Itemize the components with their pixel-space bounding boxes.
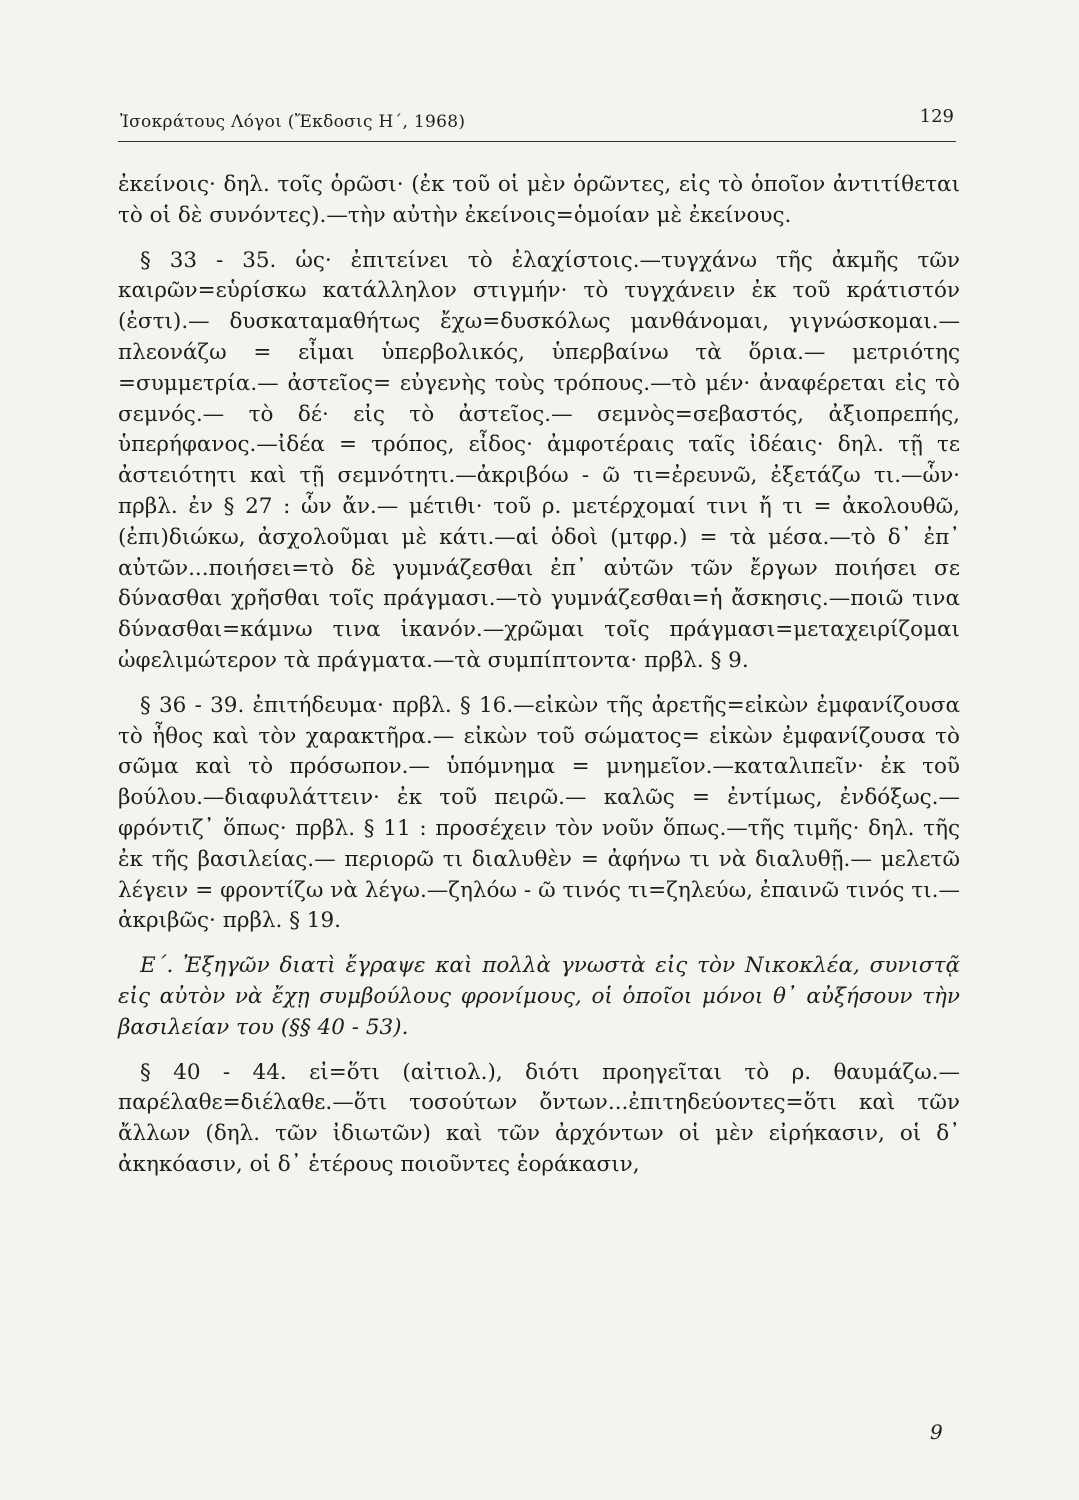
paragraph-5: § 40 - 44. εἰ=ὅτι (αἰτιολ.), διότι προηγεῖται τὸ ρ. θαυμάζω.— παρέλαθε=διέλαθε.—ὅτι τοσούτων ὄντων...ἐπιτηδεύοντες=ὅτι καὶ τῶν ἄλλων (δηλ. τῶν ἰδιωτῶν) καὶ τῶν ἀρχόντων οἱ μὲν εἰρήκασιν, οἱ δ᾽ ἀκηκόασιν, οἱ δ᾽ ἑτέρους ποιοῦντες ἑοράκασιν,: [118, 1059, 960, 1177]
body-text: [118, 170, 960, 1181]
header-rule: [118, 141, 956, 142]
paragraph-2: § 33 - 35. ὡς· ἐπιτείνει τὸ ἐλαχίστοις.—τυγχάνω τῆς ἀκμῆς τῶν καιρῶν=εὑρίσκω κατάλληλον στιγμήν· τὸ τυγχάνειν ἐκ τοῦ κράτιστόν (ἐστι).— δυσκαταμαθήτως ἔχω=δυσκόλως μανθάνομαι, γιγνώσκομαι.— πλεονάζω = εἶμαι ὑπερβολικός, ὑπερβαίνω τὰ ὅρια.— μετριότης =συμμετρία.— ἀστεῖος= εὐγενὴς τοὺς τρόπους.—τὸ μέν· ἀναφέρεται εἰς τὸ σεμνός.— τὸ δέ· εἰς τὸ ἀστεῖος.— σεμνὸς=σεβαστός, ἀξιοπρεπής, ὑπερήφανος.—ἰδέα = τρόπος, εἶδος· ἀμφοτέραις ταῖς ἰδέαις· δηλ. τῇ τε ἀστειότητι καὶ τῇ σεμνότητι.—ἀκριβόω - ῶ τι=ἐρευνῶ, ἐξετάζω τι.—ὧν· πρβλ. ἐν § 27 : ὧν ἄν.— μέτιθι· τοῦ ρ. μετέρχομαί τινι ἤ τι = ἀκολουθῶ, (ἐπι)διώκω, ἀσχολοῦμαι μὲ κάτι.—αἱ ὁδοὶ (μτφρ.) = τὰ μέσα.—τὸ δ᾽ ἐπ᾽ αὐτῶν...ποιήσει=τὸ δὲ γυμνάζεσθαι ἐπ᾽ αὐτῶν τῶν ἔργων ποιήσει σε δύνασθαι χρῆσθαι τοῖς πράγμασι.—τὸ γυμνάζεσθαι=ἡ ἄσκησις.—ποιῶ τινα δύνασθαι=κάμνω τινα ἱκανόν.—χρῶμαι τοῖς πράγμασι=μεταχειρίζομαι ὠφελιμώτερον τὰ πράγματα.—τὰ συμπίπτοντα· πρβλ. § 9.: [118, 247, 960, 673]
header-title: Ἰσοκράτους Λόγοι (Ἔκδοσις Η΄, 1968): [120, 112, 466, 132]
paragraph-3: § 36 - 39. ἐπιτήδευμα· πρβλ. § 16.—εἰκὼν τῆς ἀρετῆς=εἰκὼν ἐμφανίζουσα τὸ ἦθος καὶ τὸν χαρακτῆρα.— εἰκὼν τοῦ σώματος= εἰκὼν ἐμφανίζουσα τὸ σῶμα καὶ τὸ πρόσωπον.— ὑπόμνημα = μνημεῖον.—καταλιπεῖν· ἐκ τοῦ βούλου.—διαφυλάττειν· ἐκ τοῦ πειρῶ.— καλῶς = ἐντίμως, ἐνδόξως.— φρόντιζ᾽ ὅπως· πρβλ. § 11 : προσέχειν τὸν νοῦν ὅπως.—τῆς τιμῆς· δηλ. τῆς ἐκ τῆς βασιλείας.— περιορῶ τι διαλυθὲν = ἀφήνω τι νὰ διαλυθῇ.— μελετῶ λέγειν = φροντίζω νὰ λέγω.—ζηλόω - ῶ τινός τι=ζηλεύω, ἐπαινῶ τινός τι.— ἀκριβῶς· πρβλ. § 19.: [118, 692, 960, 934]
running-header: [118, 96, 956, 156]
page-number: 129: [919, 106, 954, 127]
section-heading-e: Ε΄. Ἐξηγῶν διατὶ ἔγραψε καὶ πολλὰ γνωστὰ εἰς τὸν Νικοκλέα, συνιστᾷ εἰς αὐτὸν νὰ ἔχῃ συμβούλους φρονίμους, οἱ ὁποῖοι μόνοι θ᾽ αὐξήσουν τὴν βασιλείαν του (§§ 40 - 53).: [118, 953, 960, 1040]
signature-mark: 9: [930, 1420, 943, 1444]
paragraph-1: ἐκείνοις· δηλ. τοῖς ὁρῶσι· (ἐκ τοῦ οἱ μὲν ὁρῶντες, εἰς τὸ ὁποῖον ἀντιτίθεται τὸ οἱ δὲ συνόντες).—τὴν αὐτὴν ἐκείνοις=ὁμοίαν μὲ ἐκείνους.: [118, 172, 960, 228]
